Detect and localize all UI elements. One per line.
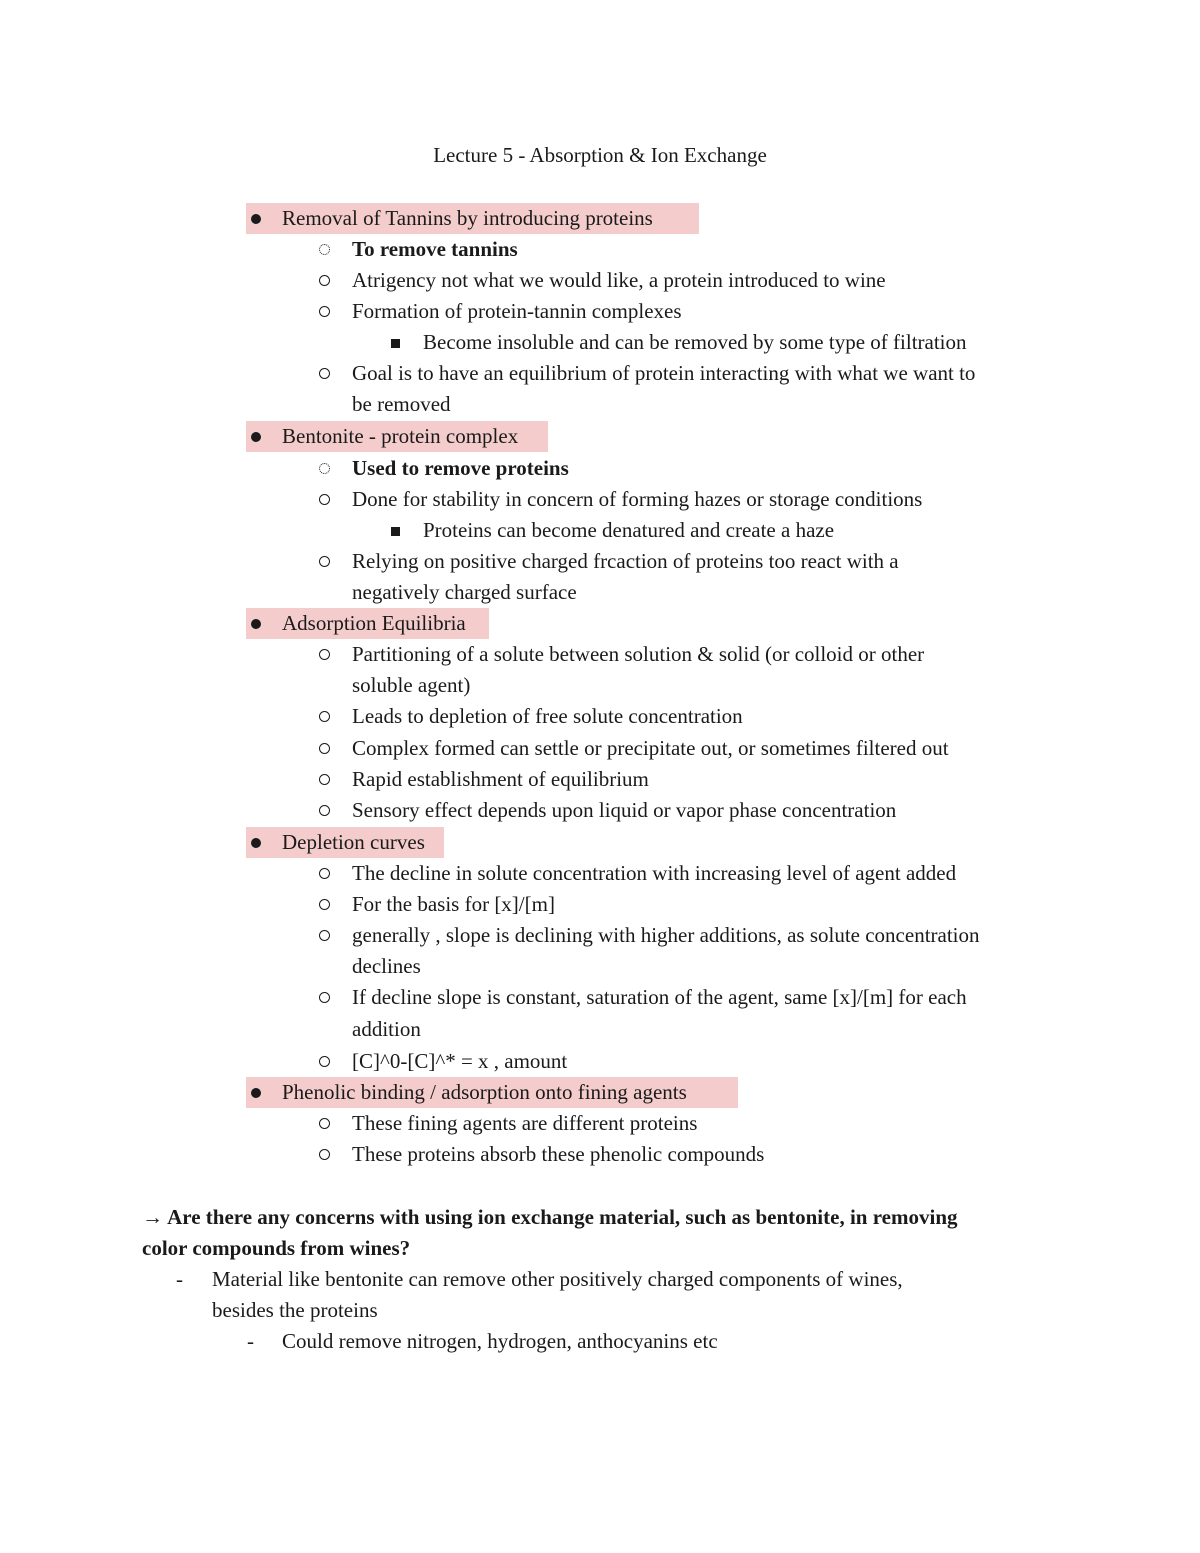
bullet-circle-icon — [315, 920, 335, 951]
section-heading: Removal of Tannins by introducing proteins — [282, 206, 653, 230]
bullet-circle-icon — [315, 701, 335, 732]
list-item: Become insoluble and can be removed by some type of filtration — [423, 330, 967, 354]
bullet-circle-icon — [315, 889, 335, 920]
bullet-square-icon — [386, 327, 406, 358]
bullet-circle-icon — [315, 484, 335, 515]
bullet-filled-icon — [246, 1077, 266, 1108]
list-item: generally , slope is declining with higher additions, as solute concentration — [352, 923, 980, 947]
bullet-circle-icon — [315, 858, 335, 889]
bullet-square-icon — [386, 515, 406, 546]
list-item-continuation: addition — [352, 1017, 421, 1041]
bullet-circle-icon — [315, 546, 335, 577]
answer-item: Material like bentonite can remove other positively charged components of wines, — [212, 1267, 903, 1291]
list-item: Relying on positive charged frcaction of proteins too react with a — [352, 549, 899, 573]
dash-marker: - — [247, 1329, 254, 1353]
list-item: For the basis for [x]/[m] — [352, 892, 555, 916]
list-item-continuation: declines — [352, 954, 421, 978]
list-item: To remove tannins — [352, 237, 518, 261]
list-item: Rapid establishment of equilibrium — [352, 767, 649, 791]
bullet-circle-icon — [315, 296, 335, 327]
answer-item: Could remove nitrogen, hydrogen, anthocyanins etc — [282, 1329, 718, 1353]
bullet-dotted-circle-icon — [315, 453, 335, 484]
list-item: [C]^0-[C]^* = x , amount — [352, 1049, 568, 1073]
list-item-continuation: soluble agent) — [352, 673, 471, 697]
list-item: Formation of protein-tannin complexes — [352, 299, 682, 323]
list-item: These proteins absorb these phenolic compounds — [352, 1142, 765, 1166]
list-item: Used to remove proteins — [352, 456, 569, 480]
bullet-circle-icon — [315, 733, 335, 764]
list-item: Partitioning of a solute between solution & solid (or colloid or other — [352, 642, 925, 666]
section-heading: Phenolic binding / adsorption onto fining agents — [282, 1080, 687, 1104]
list-item: Atrigency not what we would like, a protein introduced to wine — [352, 268, 886, 292]
bullet-filled-icon — [246, 203, 266, 234]
list-item: Leads to depletion of free solute concentration — [352, 704, 743, 728]
list-item: Complex formed can settle or precipitate out, or sometimes filtered out — [352, 736, 949, 760]
list-item: The decline in solute concentration with increasing level of agent added — [352, 861, 957, 885]
bullet-circle-icon — [315, 1139, 335, 1170]
list-item-continuation: negatively charged surface — [352, 580, 577, 604]
bullet-circle-icon — [315, 639, 335, 670]
bullet-circle-icon — [315, 358, 335, 389]
bullet-circle-icon — [315, 1046, 335, 1077]
bullet-circle-icon — [315, 265, 335, 296]
list-item: If decline slope is constant, saturation of the agent, same [x]/[m] for each — [352, 985, 967, 1009]
section-heading: Depletion curves — [282, 830, 425, 854]
bullet-circle-icon — [315, 764, 335, 795]
bullet-circle-icon — [315, 1108, 335, 1139]
section-heading: Adsorption Equilibria — [282, 611, 466, 635]
section-heading: Bentonite - protein complex — [282, 424, 519, 448]
answer-item-continuation: besides the proteins — [212, 1298, 378, 1322]
bullet-circle-icon — [315, 795, 335, 826]
list-item: Goal is to have an equilibrium of protein interacting with what we want to — [352, 361, 976, 385]
page-title: Lecture 5 - Absorption & Ion Exchange — [433, 143, 767, 167]
bullet-filled-icon — [246, 608, 266, 639]
bullet-filled-icon — [246, 827, 266, 858]
list-item-continuation: be removed — [352, 392, 451, 416]
bullet-circle-icon — [315, 982, 335, 1013]
list-item: Proteins can become denatured and create a haze — [423, 518, 835, 542]
list-item: These fining agents are different proteins — [352, 1111, 698, 1135]
list-item: Sensory effect depends upon liquid or vapor phase concentration — [352, 798, 897, 822]
question-line: → Are there any concerns with using ion exchange material, such as bentonite, in removing — [142, 1205, 958, 1229]
list-item: Done for stability in concern of forming hazes or storage conditions — [352, 487, 923, 511]
dash-marker: - — [176, 1267, 183, 1291]
bullet-filled-icon — [246, 421, 266, 452]
bullet-dotted-circle-icon — [315, 234, 335, 265]
question-line: color compounds from wines? — [142, 1236, 411, 1260]
